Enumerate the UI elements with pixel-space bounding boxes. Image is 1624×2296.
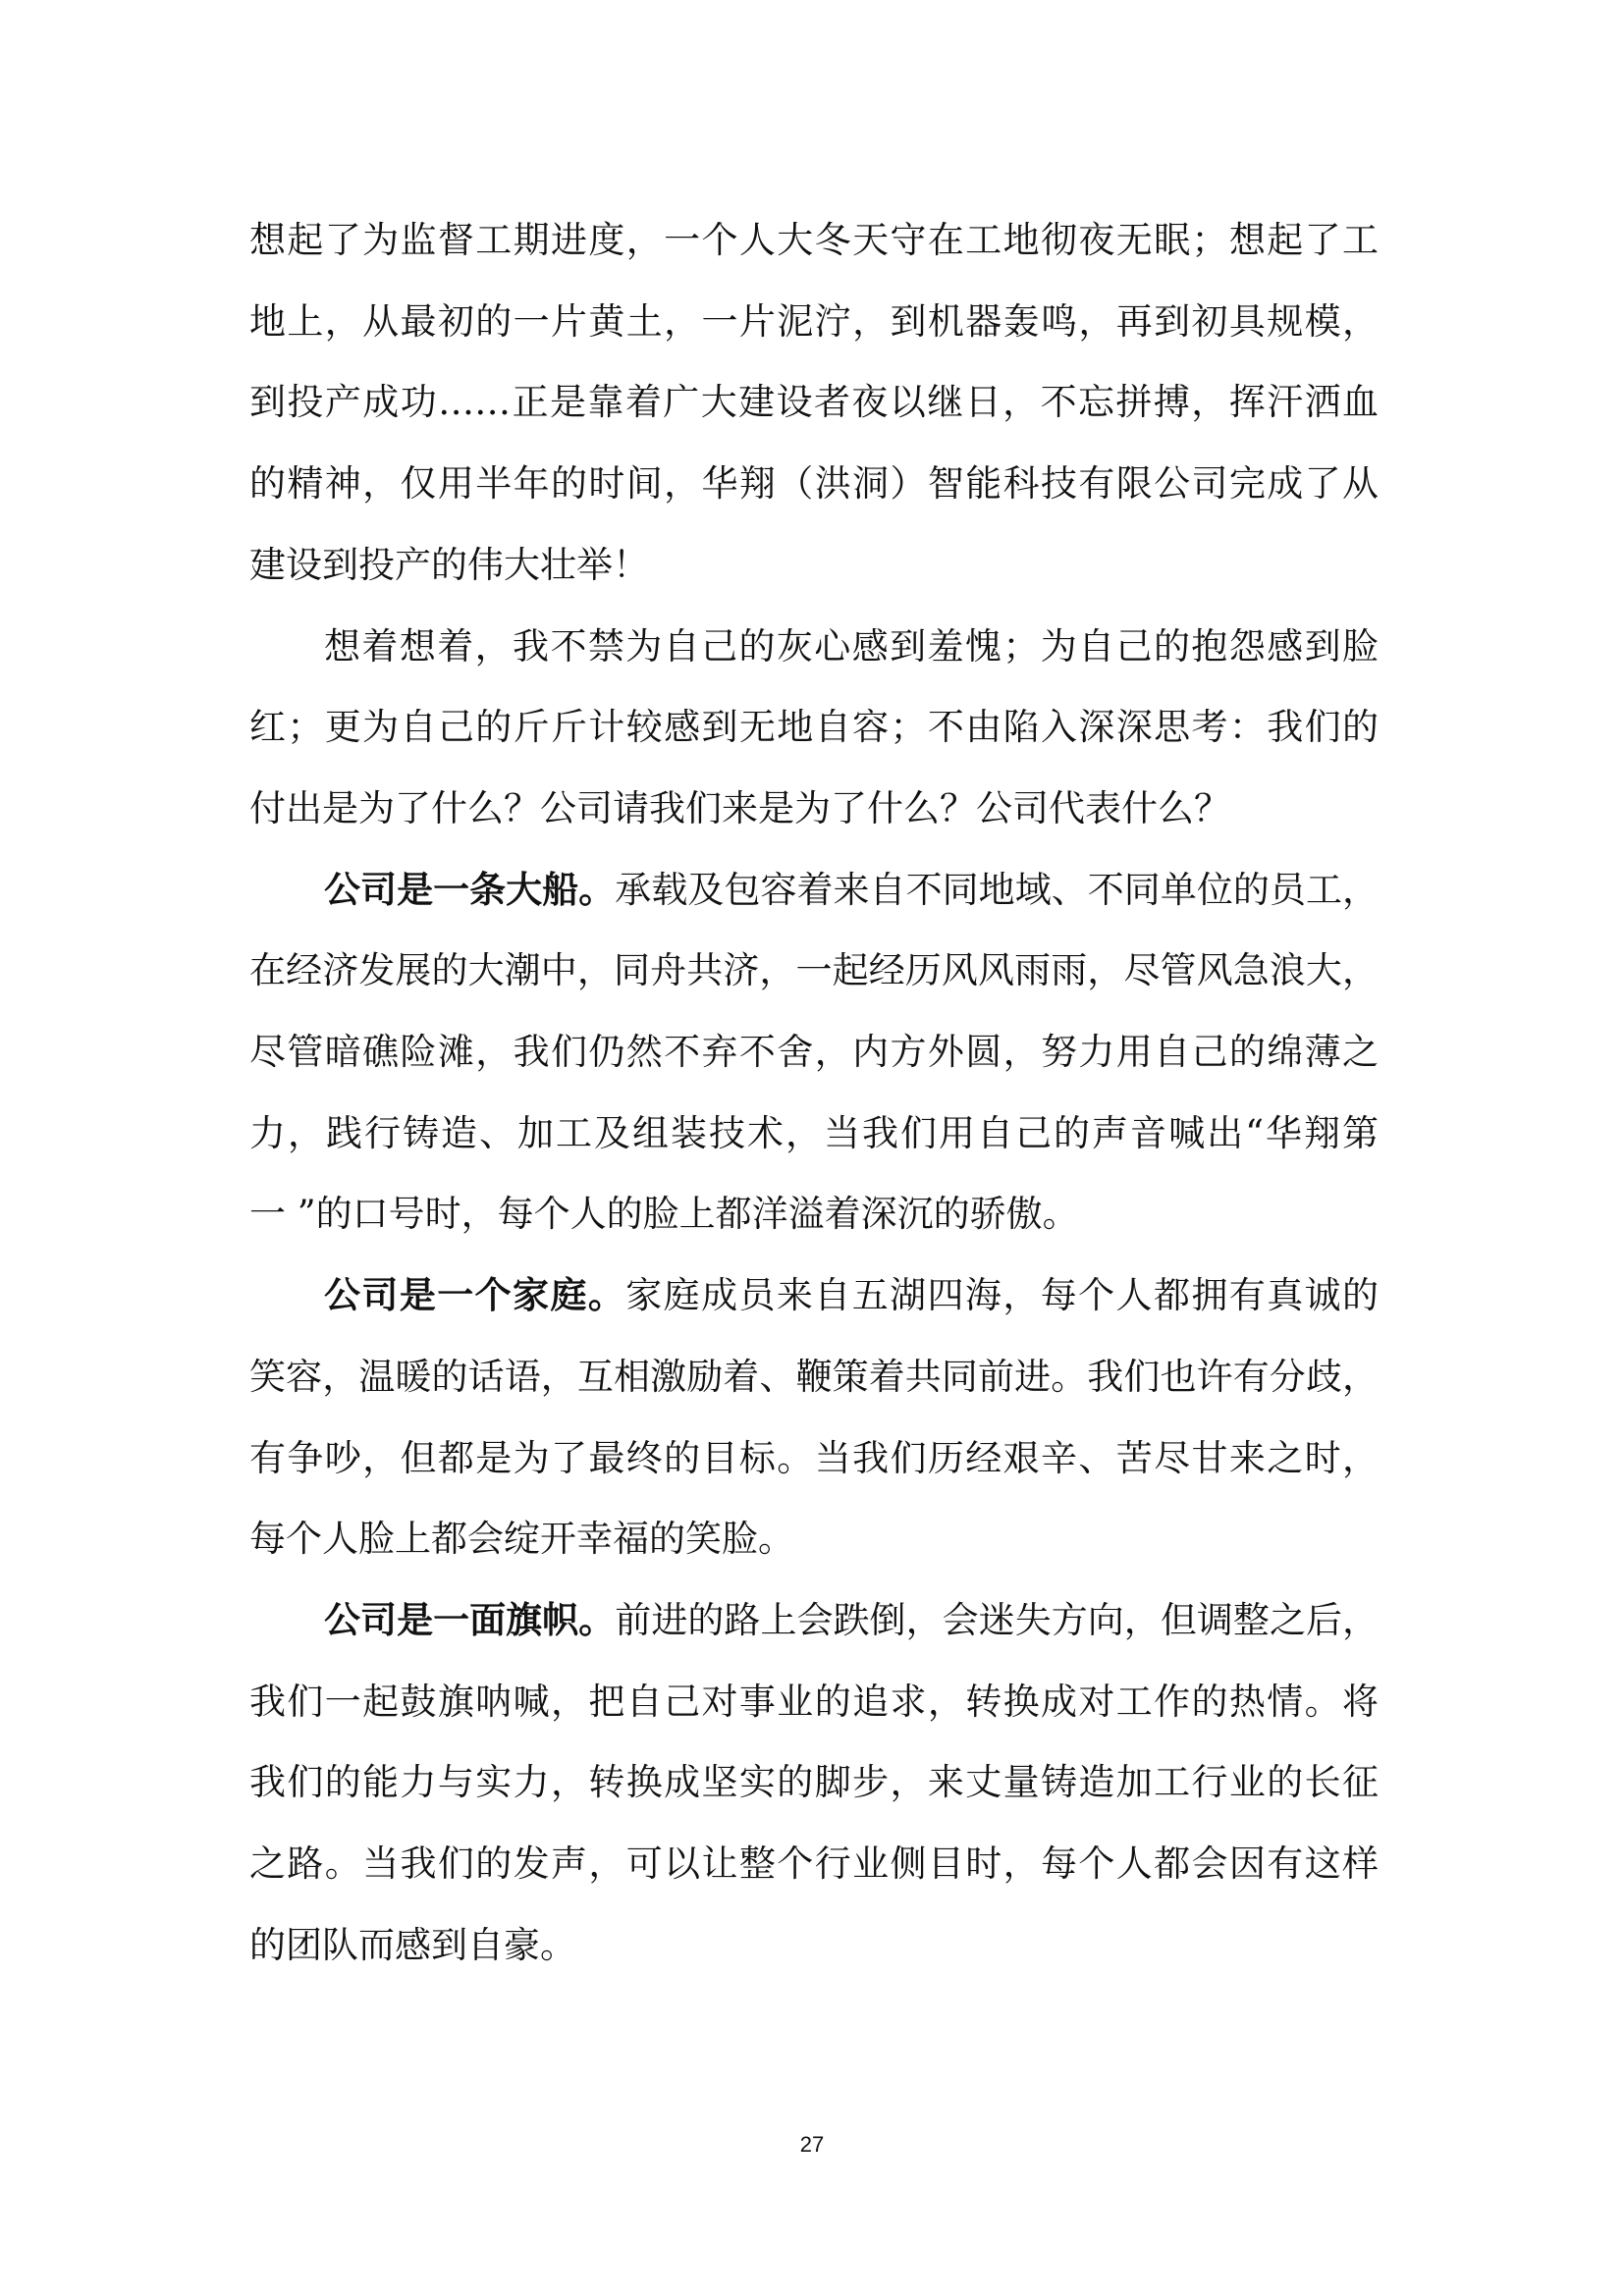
text-run: 家庭成员来自五湖四海，每个人都拥有真诚的: [625, 1274, 1380, 1317]
text-line: [249, 1255, 1379, 1337]
text-line: 有争吵，但都是为了最终的目标。当我们历经艰辛、苦尽甘来之时，: [249, 1436, 1379, 1479]
text-line: [249, 850, 1379, 932]
text-line: 每个人脸上都会绽开幸福的笑脸。: [249, 1518, 794, 1561]
text-line: 红；更为自己的斤斤计较感到无地自容；不由陷入深深思考：我们的: [249, 706, 1379, 749]
page-number: 27: [799, 2132, 825, 2157]
text-line: [249, 1580, 1379, 1662]
paragraph-recollection: [249, 200, 1379, 607]
text-line: 想着想着，我不禁为自己的灰心感到羞愧；为自己的抱怨感到脸: [324, 624, 1379, 667]
paragraph-lead: 公司是一个家庭。: [324, 1274, 626, 1317]
text-line: 付出是为了什么？公司请我们来是为了什么？公司代表什么？: [249, 786, 1230, 829]
paragraph-reflection: [249, 607, 1379, 850]
text-line: 到投产成功……正是靠着广大建设者夜以继日，不忘拼搏，挥汗洒血: [249, 381, 1379, 424]
text-line: 建设到投产的伟大壮举！: [249, 543, 649, 586]
text-line: 我们的能力与实力，转换成坚实的脚步，来丈量铸造加工行业的长征: [249, 1761, 1379, 1804]
paragraph-company-family: [249, 1255, 1379, 1580]
text-line: 想起了为监督工期进度，一个人大冬天守在工地彻夜无眠；想起了工: [249, 219, 1379, 261]
paragraph-company-ship: [249, 850, 1379, 1256]
text-line: 的精神，仅用半年的时间，华翔（洪洞）智能科技有限公司完成了从: [249, 462, 1379, 506]
text-line: 的团队而感到自豪。: [249, 1923, 576, 1966]
body-text: [249, 200, 1379, 1986]
paragraph-lead: 公司是一面旗帜。: [324, 1598, 616, 1641]
text-line: 笑容，温暖的话语，互相激励着、鞭策着共同前进。我们也许有分歧，: [249, 1355, 1379, 1398]
text-line: 在经济发展的大潮中，同舟共济，一起经历风风雨雨，尽管风急浪大，: [249, 949, 1379, 992]
text-line: 地上，从最初的一片黄土，一片泥泞，到机器轰鸣，再到初具规模，: [249, 299, 1379, 343]
text-line: 之路。当我们的发声，可以让整个行业侧目时，每个人都会因有这样: [249, 1842, 1379, 1886]
text-line: 一 ”的口号时，每个人的脸上都洋溢着深沉的骄傲。: [249, 1193, 1079, 1236]
paragraph-company-flag: [249, 1580, 1379, 1987]
text-run: 承载及包容着来自不同地域、不同单位的员工，: [615, 868, 1380, 911]
text-line: 我们一起鼓旗呐喊，把自己对事业的追求，转换成对工作的热情。将: [249, 1680, 1379, 1723]
text-run: 前进的路上会跌倒，会迷失方向，但调整之后，: [615, 1598, 1380, 1641]
text-line: 尽管暗礁险滩，我们仍然不弃不舍，内方外圆，努力用自己的绵薄之: [249, 1031, 1379, 1074]
text-line: 力，践行铸造、加工及组装技术，当我们用自己的声音喊出“华翔第: [249, 1111, 1379, 1154]
paragraph-lead: 公司是一条大船。: [324, 868, 616, 911]
